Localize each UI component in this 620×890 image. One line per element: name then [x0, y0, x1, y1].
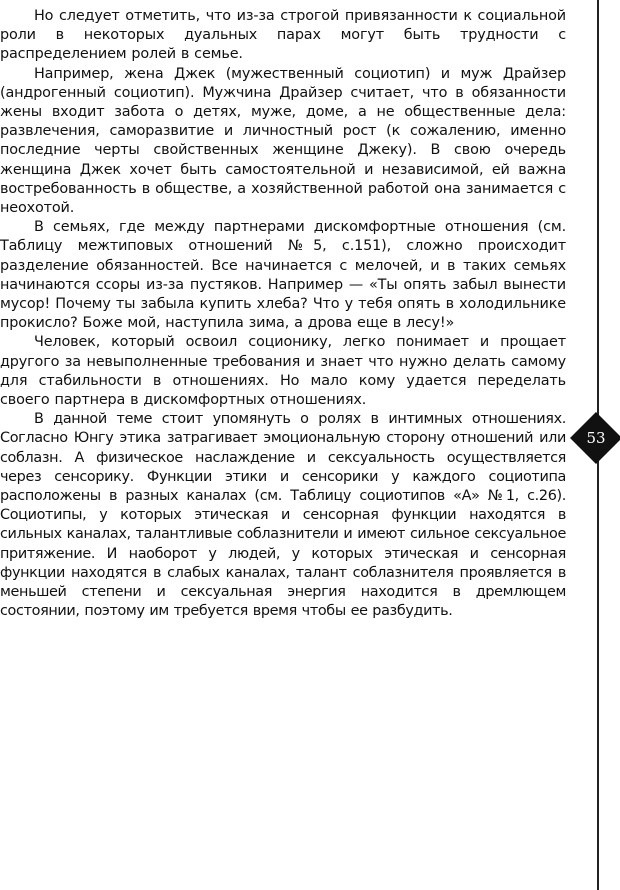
paragraph-intimate-roles: В данной теме стоит упомянуть о ролях в интимных отношениях. Согласно Юнгу этика затрагивает эмоциональную сторону отношений или соблазн. А физическое наслаждение и сексуальность осуществляется через сенсорику. Функции этики и сенсорики у каждого социотипа расположены в разных каналах (см. Таблицу социотипов «А» №1, с.26). Социотипы, у которых этическая и сенсорная функции находятся в сильных каналах, талантливые соблазнители и имеют сильное сексуальное притяжение. И наоборот у людей, у которых этическая и сенсорная функции находятся в слабых каналах, талант соблазнителя проявляется в меньшей степени и сексуальная энергия находится в дремлющем состоянии, поэтому им требуется время чтобы ее разбудить. — [0, 411, 566, 620]
paragraph-jack-dreiser-example: Например, жена Джек (мужественный социотип) и муж Драйзер (андрогенный социотип). Мужчина Драйзер считает, что в обязанности жены входит забота о детях, муже, доме, а не общественные дела: развлечения, саморазвитие и личностный рост (к сожалению, именно последние черты свойственных женщине Джеку). В свою очередь женщина Джек хочет быть самостоятельной и независимой, ей важна востребованность в обществе, а хозяйственной работой она занимается с неохотой. — [0, 65, 566, 217]
paragraph-roles-intro: Но следует отметить, что из-за строгой привязанности к социальной роли в некоторых дуальных парах могут быть трудности с распределением ролей в семье. — [0, 8, 566, 63]
page-number: 53 — [586, 429, 606, 447]
body-text — [0, 7, 566, 622]
paragraph-socionics-understanding: Человек, который освоил соционику, легко понимает и прощает другого за невыполненные требования и знает что нужно делать самому для стабильности в отношениях. Но мало кому удается переделать своего партнера в дискомфортных отношениях. — [0, 334, 566, 409]
paragraph-discomfort-relations: В семьях, где между партнерами дискомфортные отношения (см. Таблицу межтиповых отношений №5, с.151), сложно происходит разделение обязанностей. Все начинается с мелочей, и в таких семьях начинаются ссоры из-за пустяков. Например — «Ты опять забыл вынести мусор! Почему ты забыла купить хлеба? Что у тебя опять в холодильнике прокисло? Боже мой, наступила зима, а дрова еще в лесу!» — [0, 219, 566, 332]
page-number-badge — [569, 411, 620, 465]
